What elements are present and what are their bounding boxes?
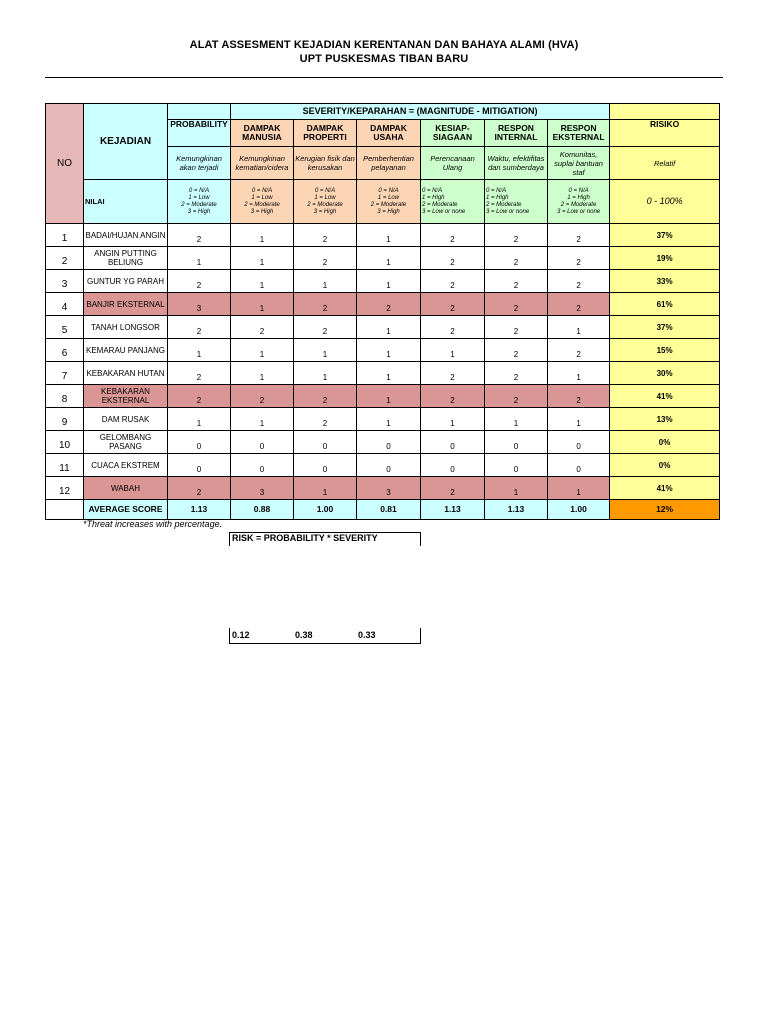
row-number: 11 — [46, 454, 84, 477]
row-score: 1 — [231, 362, 294, 385]
row-score: 1 — [548, 477, 610, 500]
probability-desc: Kemungkinan akan terjadi — [168, 147, 231, 180]
row-kejadian: KEBAKARAN EKSTERNAL — [84, 385, 168, 408]
row-score: 1 — [421, 408, 485, 431]
row-number: 8 — [46, 385, 84, 408]
dampak-properti-desc: Kerugian fisik dan kerusakan — [294, 147, 357, 180]
dampak-properti-header: DAMPAK PROPERTI — [294, 120, 357, 147]
title-rule — [45, 77, 723, 78]
respon-internal-desc: Waktu, efektifitas dan sumberdaya — [485, 147, 548, 180]
average-score: 1.13 — [168, 500, 231, 520]
row-score: 2 — [485, 316, 548, 339]
kesiapsiagaan-header: KESIAP-SIAGAAN — [421, 120, 485, 147]
risiko-desc: Relatif — [610, 147, 720, 180]
scale-line: 0 = N/A — [486, 187, 507, 194]
table-row — [46, 477, 720, 500]
average-risk: 12% — [610, 500, 720, 520]
calc-values-row — [229, 628, 421, 644]
row-score: 1 — [357, 339, 421, 362]
average-score: 1.13 — [421, 500, 485, 520]
row-score: 0 — [548, 431, 610, 454]
row-score: 1 — [357, 408, 421, 431]
dampak-usaha-scale — [357, 180, 421, 224]
table-row — [46, 339, 720, 362]
row-score: 1 — [548, 408, 610, 431]
row-risk: 0% — [610, 454, 720, 477]
kesiapsiagaan-scale — [421, 180, 485, 224]
scale-line: 2 = Moderate — [181, 201, 217, 208]
row-risk: 37% — [610, 224, 720, 247]
row-score: 2 — [548, 385, 610, 408]
row-number: 2 — [46, 247, 84, 270]
row-score: 0 — [294, 454, 357, 477]
scale-line: 3 = Low or none — [556, 208, 601, 215]
table-row — [46, 293, 720, 316]
row-score: 1 — [168, 339, 231, 362]
respon-internal-scale — [485, 180, 548, 224]
severity-title: SEVERITY/KEPARAHAN = (MAGNITUDE - MITIGATION) — [231, 104, 610, 120]
calc-value: 0.38 — [295, 630, 313, 640]
row-score: 2 — [421, 293, 485, 316]
row-score: 1 — [357, 362, 421, 385]
risiko-header: RISIKO — [610, 120, 720, 147]
document-subtitle: UPT PUSKESMAS TIBAN BARU — [299, 53, 469, 65]
row-score: 1 — [231, 224, 294, 247]
row-score: 1 — [548, 362, 610, 385]
row-score: 1 — [485, 477, 548, 500]
row-score: 1 — [168, 247, 231, 270]
row-score: 2 — [294, 385, 357, 408]
probability-header: PROBABILITY — [168, 120, 231, 147]
row-number: 4 — [46, 293, 84, 316]
row-number: 6 — [46, 339, 84, 362]
row-score: 2 — [485, 270, 548, 293]
dampak-manusia-scale — [231, 180, 294, 224]
row-score: 1 — [357, 385, 421, 408]
scale-line: 2 = Moderate — [422, 201, 458, 208]
average-score: 1.13 — [485, 500, 548, 520]
row-score: 2 — [168, 385, 231, 408]
average-score: 1.00 — [548, 500, 610, 520]
row-score: 0 — [231, 454, 294, 477]
row-score: 1 — [357, 247, 421, 270]
scale-line: 2 = Moderate — [370, 201, 407, 208]
table-row — [46, 316, 720, 339]
scale-line: 1 = Low — [314, 194, 336, 201]
nilai-label: NILAI — [84, 180, 168, 224]
average-row — [46, 500, 720, 520]
dampak-properti-scale — [294, 180, 357, 224]
respon-eksternal-desc: Komunitas, suplai bantuan staf — [548, 147, 610, 180]
dampak-manusia-desc: Kemungkinan kematian/cidera — [231, 147, 294, 180]
row-score: 2 — [485, 385, 548, 408]
row-score: 2 — [168, 224, 231, 247]
row-score: 1 — [357, 270, 421, 293]
row-score: 1 — [294, 362, 357, 385]
probability-scale — [168, 180, 231, 224]
scale-line: 2 = Moderate — [307, 201, 343, 208]
row-score: 2 — [168, 362, 231, 385]
row-score: 2 — [421, 270, 485, 293]
dampak-manusia-header: DAMPAK MANUSIA — [231, 120, 294, 147]
scale-line: 3 = Low or none — [422, 208, 466, 215]
risk-formula: RISK = PROBABILITY * SEVERITY — [229, 532, 421, 546]
respon-internal-header: RESPON INTERNAL — [485, 120, 548, 147]
row-kejadian: ANGIN PUTTING BELIUNG — [84, 247, 168, 270]
row-score: 2 — [294, 224, 357, 247]
hva-table — [45, 103, 720, 520]
row-score: 1 — [231, 339, 294, 362]
row-risk: 41% — [610, 477, 720, 500]
row-score: 1 — [357, 224, 421, 247]
table-row — [46, 270, 720, 293]
kesiapsiagaan-desc: Perencanaan Ulang — [421, 147, 485, 180]
row-score: 0 — [421, 454, 485, 477]
row-score: 2 — [421, 224, 485, 247]
dampak-usaha-header: DAMPAK USAHA — [357, 120, 421, 147]
row-score: 0 — [231, 431, 294, 454]
row-number: 9 — [46, 408, 84, 431]
row-score: 2 — [168, 477, 231, 500]
table-row — [46, 224, 720, 247]
row-score: 2 — [485, 339, 548, 362]
row-score: 2 — [485, 293, 548, 316]
row-kejadian: WABAH — [84, 477, 168, 500]
scale-line: 1 = High — [422, 194, 445, 201]
calc-value: 0.12 — [232, 630, 250, 640]
scale-line: 2 = Moderate — [560, 201, 597, 208]
row-score: 1 — [485, 408, 548, 431]
scale-line: 1 = High — [486, 194, 509, 201]
row-score: 2 — [294, 316, 357, 339]
probability-header-spacer — [168, 104, 231, 120]
row-score: 0 — [421, 431, 485, 454]
table-row — [46, 385, 720, 408]
row-risk: 13% — [610, 408, 720, 431]
scale-line: 3 = Low or none — [486, 208, 530, 215]
scale-line: 3 = High — [187, 208, 211, 215]
row-score: 1 — [294, 477, 357, 500]
row-score: 1 — [421, 339, 485, 362]
scale-line: 1 = Low — [188, 194, 210, 201]
scale-line: 0 = N/A — [568, 187, 589, 194]
row-score: 0 — [357, 431, 421, 454]
threat-note: *Threat increases with percentage. — [83, 519, 223, 529]
row-kejadian: GUNTUR YG PARAH — [84, 270, 168, 293]
row-kejadian: CUACA EKSTREM — [84, 454, 168, 477]
row-risk: 41% — [610, 385, 720, 408]
row-score: 0 — [168, 454, 231, 477]
row-risk: 37% — [610, 316, 720, 339]
scale-line: 0 = N/A — [378, 187, 399, 194]
average-spacer — [46, 500, 84, 520]
row-score: 2 — [168, 316, 231, 339]
row-number: 10 — [46, 431, 84, 454]
row-score: 2 — [421, 477, 485, 500]
row-score: 2 — [231, 385, 294, 408]
row-score: 1 — [168, 408, 231, 431]
table-row — [46, 362, 720, 385]
row-number: 3 — [46, 270, 84, 293]
row-kejadian: BADAI/HUJAN ANGIN — [84, 224, 168, 247]
row-number: 12 — [46, 477, 84, 500]
scale-line: 1 = High — [567, 194, 590, 201]
table-row — [46, 408, 720, 431]
row-score: 0 — [485, 454, 548, 477]
row-score: 2 — [548, 247, 610, 270]
row-risk: 30% — [610, 362, 720, 385]
row-score: 1 — [548, 316, 610, 339]
row-kejadian: TANAH LONGSOR — [84, 316, 168, 339]
row-score: 1 — [231, 293, 294, 316]
average-score: 0.88 — [231, 500, 294, 520]
average-label: AVERAGE SCORE — [84, 500, 168, 520]
document-title: ALAT ASSESMENT KEJADIAN KERENTANAN DAN BAHAYA ALAMI (HVA) — [189, 39, 579, 51]
scale-line: 0 = N/A — [251, 187, 273, 194]
row-kejadian: GELOMBANG PASANG — [84, 431, 168, 454]
row-score: 2 — [421, 385, 485, 408]
row-risk: 61% — [610, 293, 720, 316]
scale-line: 0 = N/A — [314, 187, 336, 194]
row-score: 2 — [485, 247, 548, 270]
row-score: 1 — [357, 316, 421, 339]
table-row — [46, 454, 720, 477]
row-score: 2 — [548, 293, 610, 316]
row-kejadian: DAM RUSAK — [84, 408, 168, 431]
row-score: 1 — [294, 270, 357, 293]
row-score: 1 — [231, 408, 294, 431]
row-score: 2 — [548, 224, 610, 247]
average-score: 0.81 — [357, 500, 421, 520]
row-score: 2 — [548, 339, 610, 362]
row-score: 3 — [168, 293, 231, 316]
row-score: 2 — [421, 316, 485, 339]
scale-line: 3 = High — [250, 208, 274, 215]
row-score: 2 — [294, 293, 357, 316]
row-score: 2 — [548, 270, 610, 293]
row-score: 2 — [357, 293, 421, 316]
row-number: 1 — [46, 224, 84, 247]
respon-eksternal-scale — [548, 180, 610, 224]
row-number: 5 — [46, 316, 84, 339]
table-row — [46, 247, 720, 270]
dampak-usaha-desc: Pemberhentian pelayanan — [357, 147, 421, 180]
scale-line: 3 = High — [377, 208, 400, 215]
row-score: 0 — [294, 431, 357, 454]
row-score: 2 — [485, 224, 548, 247]
row-score: 2 — [421, 362, 485, 385]
scale-line: 1 = Low — [251, 194, 273, 201]
table-row — [46, 431, 720, 454]
risiko-scale: 0 - 100% — [610, 180, 720, 224]
scale-line: 0 = N/A — [188, 187, 210, 194]
scale-line: 0 = N/A — [422, 187, 443, 194]
scale-line: 1 = Low — [377, 194, 400, 201]
row-score: 0 — [548, 454, 610, 477]
respon-eksternal-header: RESPON EKSTERNAL — [548, 120, 610, 147]
row-kejadian: KEMARAU PANJANG — [84, 339, 168, 362]
scale-line: 3 = High — [313, 208, 337, 215]
row-risk: 33% — [610, 270, 720, 293]
row-risk: 0% — [610, 431, 720, 454]
row-number: 7 — [46, 362, 84, 385]
row-score: 2 — [231, 316, 294, 339]
row-risk: 19% — [610, 247, 720, 270]
row-score: 1 — [231, 247, 294, 270]
calc-value: 0.33 — [358, 630, 376, 640]
row-score: 2 — [294, 408, 357, 431]
row-score: 0 — [357, 454, 421, 477]
row-score: 0 — [485, 431, 548, 454]
row-score: 3 — [231, 477, 294, 500]
row-kejadian: BANJIR EKSTERNAL — [84, 293, 168, 316]
row-score: 2 — [485, 362, 548, 385]
average-score: 1.00 — [294, 500, 357, 520]
row-score: 0 — [168, 431, 231, 454]
row-score: 1 — [294, 339, 357, 362]
scale-line: 2 = Moderate — [486, 201, 522, 208]
row-score: 2 — [294, 247, 357, 270]
row-score: 1 — [231, 270, 294, 293]
no-header: NO — [46, 104, 84, 224]
row-kejadian: KEBAKARAN HUTAN — [84, 362, 168, 385]
row-score: 3 — [357, 477, 421, 500]
row-score: 2 — [421, 247, 485, 270]
scale-line: 2 = Moderate — [244, 201, 280, 208]
row-score: 2 — [168, 270, 231, 293]
risiko-header-spacer — [610, 104, 720, 120]
kejadian-header: KEJADIAN — [84, 104, 168, 180]
row-risk: 15% — [610, 339, 720, 362]
